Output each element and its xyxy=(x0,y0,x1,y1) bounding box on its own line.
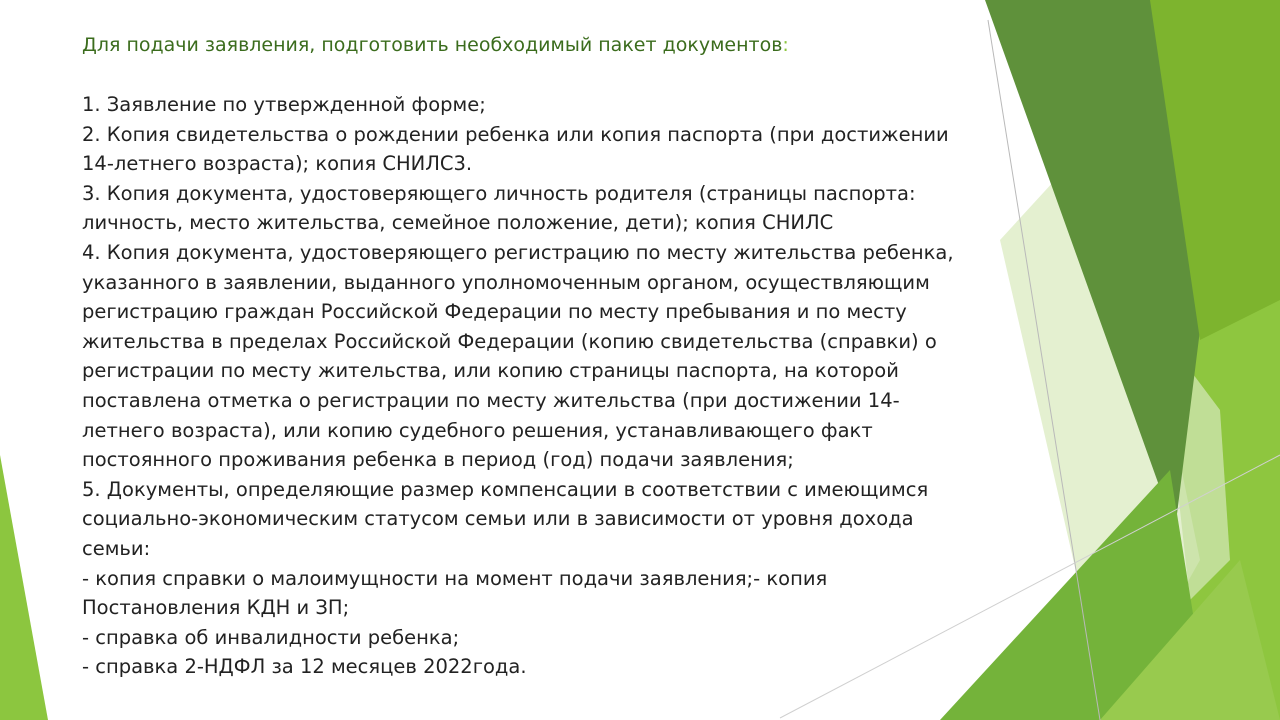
document-list-line: 14-летнего возраста); копия СНИЛС3. xyxy=(82,152,473,176)
document-list-line: семьи: xyxy=(82,536,151,560)
document-list-line: социально-экономическим статусом семьи или в зависимости от уровня дохода xyxy=(82,507,914,531)
document-list-line: 5. Документы, определяющие размер компенсации в соответствии с имеющимся xyxy=(82,477,929,501)
document-list-line: постоянного проживания ребенка в период (год) подачи заявления; xyxy=(82,448,794,472)
document-list-line: 2. Копия свидетельства о рождении ребенка или копия паспорта (при достижении xyxy=(82,122,949,146)
document-list-line: регистрацию граждан Российской Федерации по месту пребывания и по месту xyxy=(82,300,907,324)
document-list-line: - копия справки о малоимущности на момент подачи заявления;- копия xyxy=(82,566,828,590)
document-list-line: - справка об инвалидности ребенка; xyxy=(82,625,460,649)
document-list-line: 1. Заявление по утвержденной форме; xyxy=(82,93,486,116)
document-list-line: жительства в пределах Российской Федерации (копию свидетельства (справки) о xyxy=(82,329,937,353)
document-list-line: регистрации по месту жительства, или копию страницы паспорта, на которой xyxy=(82,359,899,383)
title-text: Для подачи заявления, подготовить необходимый пакет документов xyxy=(82,34,783,56)
slide-title xyxy=(82,30,1032,60)
document-list-line: указанного в заявлении, выданного уполномоченным органом, осуществляющим xyxy=(82,270,930,294)
document-list-line: - справка 2-НДФЛ за 12 месяцев 2022года. xyxy=(82,655,527,679)
slide-content xyxy=(82,30,1032,682)
document-list-line: поставлена отметка о регистрации по месту жительства (при достижении 14- xyxy=(82,388,900,412)
title-colon: : xyxy=(782,34,789,56)
document-list xyxy=(82,90,1032,682)
document-list-line: 4. Копия документа, удостоверяющего регистрацию по месту жительства ребенка, xyxy=(82,240,954,264)
document-list-line: личность, место жительства, семейное положение, дети); копия СНИЛС xyxy=(82,211,834,235)
document-list-line: Постановления КДН и ЗП; xyxy=(82,596,350,620)
document-list-line: 3. Копия документа, удостоверяющего личность родителя (страницы паспорта: xyxy=(82,181,916,205)
left-green-shape xyxy=(0,455,48,720)
document-list-line: летнего возраста), или копию судебного решения, устанавливающего факт xyxy=(82,418,873,442)
